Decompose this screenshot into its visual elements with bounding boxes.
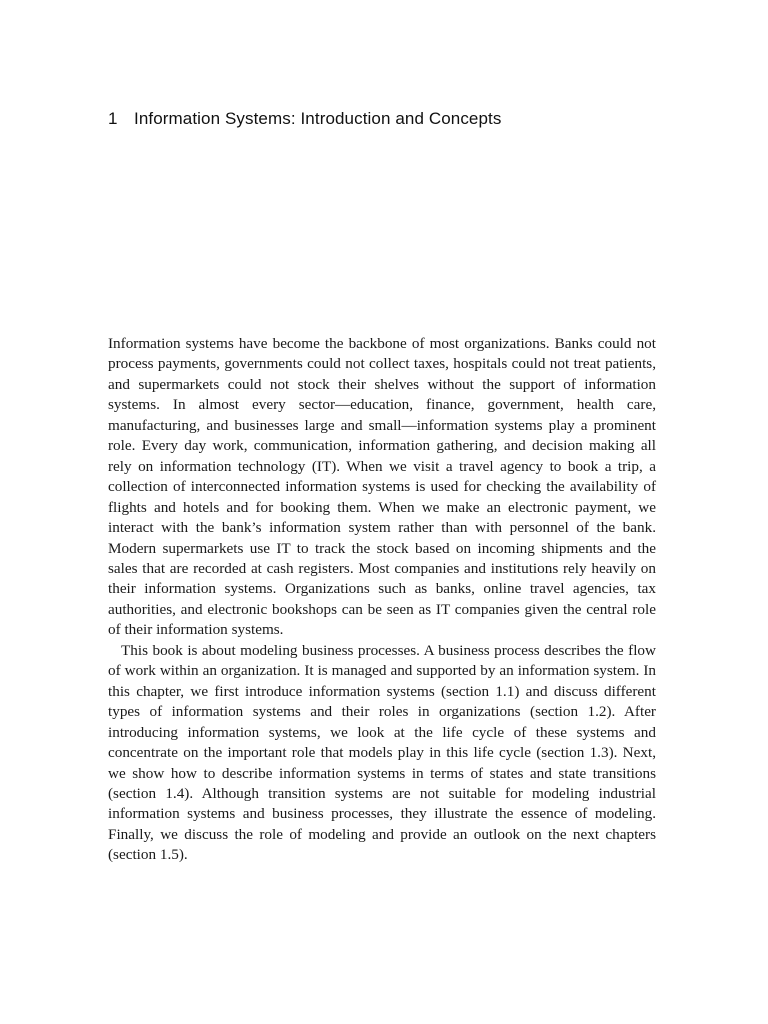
paragraph-intro: Information systems have become the backbone of most organizations. Banks could not process payments, governments could not collect taxes, hospitals could not treat patients, and supermarkets could not stock their shelves without the support of information systems. In almost every sector—education, finance, government, health care, manufacturing, and businesses large and small—information systems play a prominent role. Every day work, communication, information gathering, and decision making all rely on information technology (IT). When we visit a travel agency to book a trip, a collection of interconnected information systems is used for checking the availability of flights and hotels and for booking them. When we make an electronic payment, we interact with the bank’s information system rather than with personnel of the bank. Modern supermarkets use IT to track the stock based on incoming shipments and the sales that are recorded at cash registers. Most companies and institutions rely heavily on their information systems. Organizations such as banks, online travel agencies, tax authorities, and electronic bookshops can be seen as IT companies given the central role of their information systems. [108, 335, 656, 639]
chapter-number: 1 [108, 109, 118, 128]
chapter-title: Information Systems: Introduction and Concepts [134, 109, 502, 128]
paragraph-overview: This book is about modeling business processes. A business process describes the flow of work within an organization. It is managed and supported by an information system. In this chapter, we first introduce information systems (section 1.1) and discuss different types of information systems and their roles in organizations (section 1.2). After introducing information systems, we look at the life cycle of these systems and concentrate on the important role that models play in this life cycle (section 1.3). Next, we show how to describe information systems in terms of states and state transitions (section 1.4). Although transition systems are not suitable for modeling industrial information systems and business processes, they illustrate the essence of modeling. Finally, we discuss the role of modeling and provide an outlook on the next chapters (section 1.5). [108, 641, 656, 864]
chapter-heading [108, 109, 668, 129]
chapter-body [108, 334, 656, 866]
